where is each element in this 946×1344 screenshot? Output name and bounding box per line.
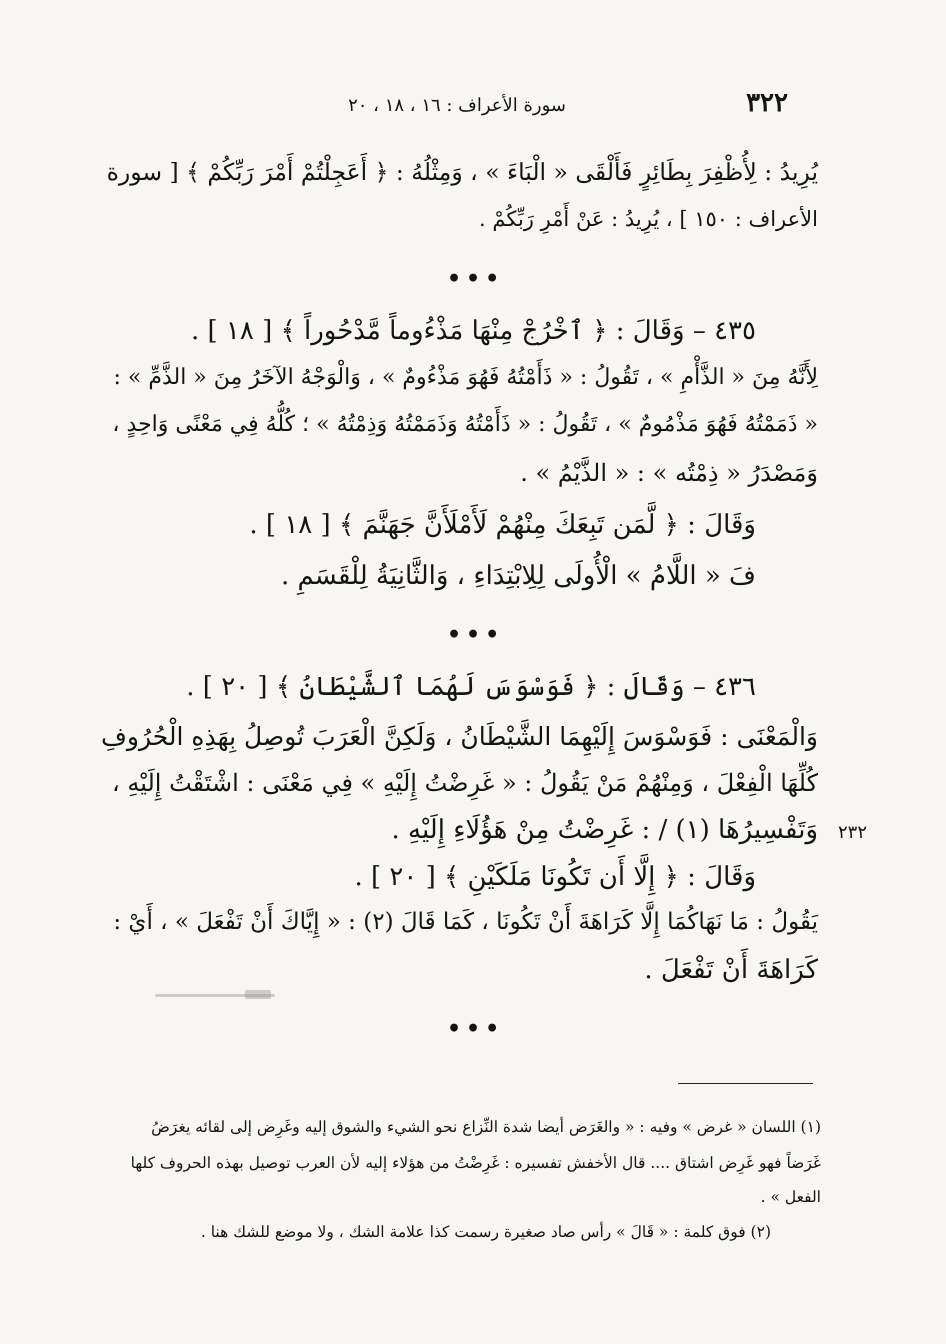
body-line-1: يُرِيدُ : لِأُظْفِرَ بِطَائِرٍ فَأَلْقَى « الْبَاءَ » ، وَمِثْلُهُ : ﴿ أَعَجِلْتُمْ أَمْرَ رَبِّكُمْ ﴾ [ سورة (106, 158, 818, 186)
body-line-11: كُلِّهَا الْفِعْلَ ، وَمِنْهُمْ مَنْ يَقُولُ : « غَرِضْتُ إِلَيْهِ » فِي مَعْنَى : اشْتَقْتُ إِلَيْهِ ، (111, 769, 818, 797)
manuscript-page-ref: ٢٣٢ (838, 822, 868, 843)
body-line-6: وَمَصْدَرُ « ذِمْتُه » : « الذَّيْمُ » . (520, 459, 818, 487)
running-header-title: سورة الأعراف : ١٦ ، ١٨ ، ٢٠ (348, 95, 566, 116)
body-line-12: وَتَفْسِيرُهَا (١) / : غَرِضْتُ مِنْ هَؤُلَاءِ إِلَيْهِ . (391, 815, 818, 845)
footnote-1-line-2: غَرَضاً فهو غَرِض اشتاق .... قال الأخفش تفسيره : غَرِضْتُ من هؤلاء إليه لأن العرب توصيل بهذه الحروف كلها (130, 1154, 821, 1172)
footnote-1-line-3: الفعل » . (760, 1188, 821, 1206)
footnote-1-line-1: (١) اللسان « غرض » وفيه : « والغَرَض أيضا شدة النِّزاع نحو الشيء والشوق إليه وغَرِض إلى لقائه يغرَضُ (151, 1118, 821, 1136)
body-line-7: وَقَالَ : ﴿ لَّمَن تَبِعَكَ مِنْهُمْ لَأَمْلَأَنَّ جَهَنَّمَ ﴾ [ ١٨ ] . (249, 510, 756, 540)
scan-smudge (245, 990, 271, 999)
body-line-5: « ذَمَمْتُهُ فَهُوَ مَذْمُومٌ » ، تَقُولُ : « ذَأَمْتُهُ وَذَمَمْتُهُ وَذِمْتُهُ » ؛ كُلُّهُ فِي مَعْنًى وَاحِدٍ ، (112, 412, 818, 437)
body-line-15: كَرَاهَةَ أَنْ تَفْعَلَ . (644, 955, 818, 985)
footnote-2: (٢) فوق كلمة : « قَالَ » رأس صاد صغيرة رسمت كذا علامة الشك ، ولا موضع للشك هنا . (200, 1223, 771, 1241)
body-line-10: وَالْمَعْنَى : فَوَسْوَسَ إِلَيْهِمَا الشَّيْطَانُ ، وَلَكِنَّ الْعَرَبَ تُوصِلُ بِهَذِهِ الْحُرُوفِ (100, 722, 818, 751)
body-line-13: وَقَالَ : ﴿ إِلَّا أَن تَكُونَا مَلَكَيْنِ ﴾ [ ٢٠ ] . (354, 862, 756, 892)
body-line-2: الأعراف : ١٥٠ ] ، يُرِيدُ : عَنْ أَمْرِ رَبِّكُمْ . (479, 207, 818, 231)
entry-435-heading: ٤٣٥ – وَقَالَ : ﴿ ٱخْرُجْ مِنْهَا مَذْءُوماً مَّدْحُوراً ﴾ [ ١٨ ] . (190, 316, 756, 346)
section-separator: ••• (447, 266, 505, 292)
footnote-rule (678, 1083, 813, 1084)
body-line-14: يَقُولُ : مَا نَهَاكُمَا إِلَّا كَرَاهَةَ أَنْ تَكُونَا ، كَمَا قَالَ (٢) : « إِيَّاكَ أَنْ تَفْعَلَ » ، أَيْ : (113, 909, 818, 935)
body-line-8: فَ « اللَّامُ » الْأُولَى لِلِابْتِدَاءِ ، وَالثَّانِيَةُ لِلْقَسَمِ . (280, 561, 756, 591)
page-number: ٣٢٢ (746, 88, 788, 118)
section-separator: ••• (447, 622, 505, 648)
entry-436-heading: ٤٣٦ – وَقَالَ : ﴿ فَوَسْوَسَ لَهُمَا ٱلشَّيْطَانُ ﴾ [ ٢٠ ] . (186, 672, 756, 702)
section-separator: ••• (447, 1016, 505, 1042)
body-line-4: لِأَنَّهُ مِنَ « الذَّأْمِ » ، تَقُولُ : « ذَأَمْتُهُ فَهُوَ مَذْءُومٌ » ، وَالْوَجْهُ الآخَرُ مِنَ « الذَّمِّ » : (113, 365, 818, 390)
